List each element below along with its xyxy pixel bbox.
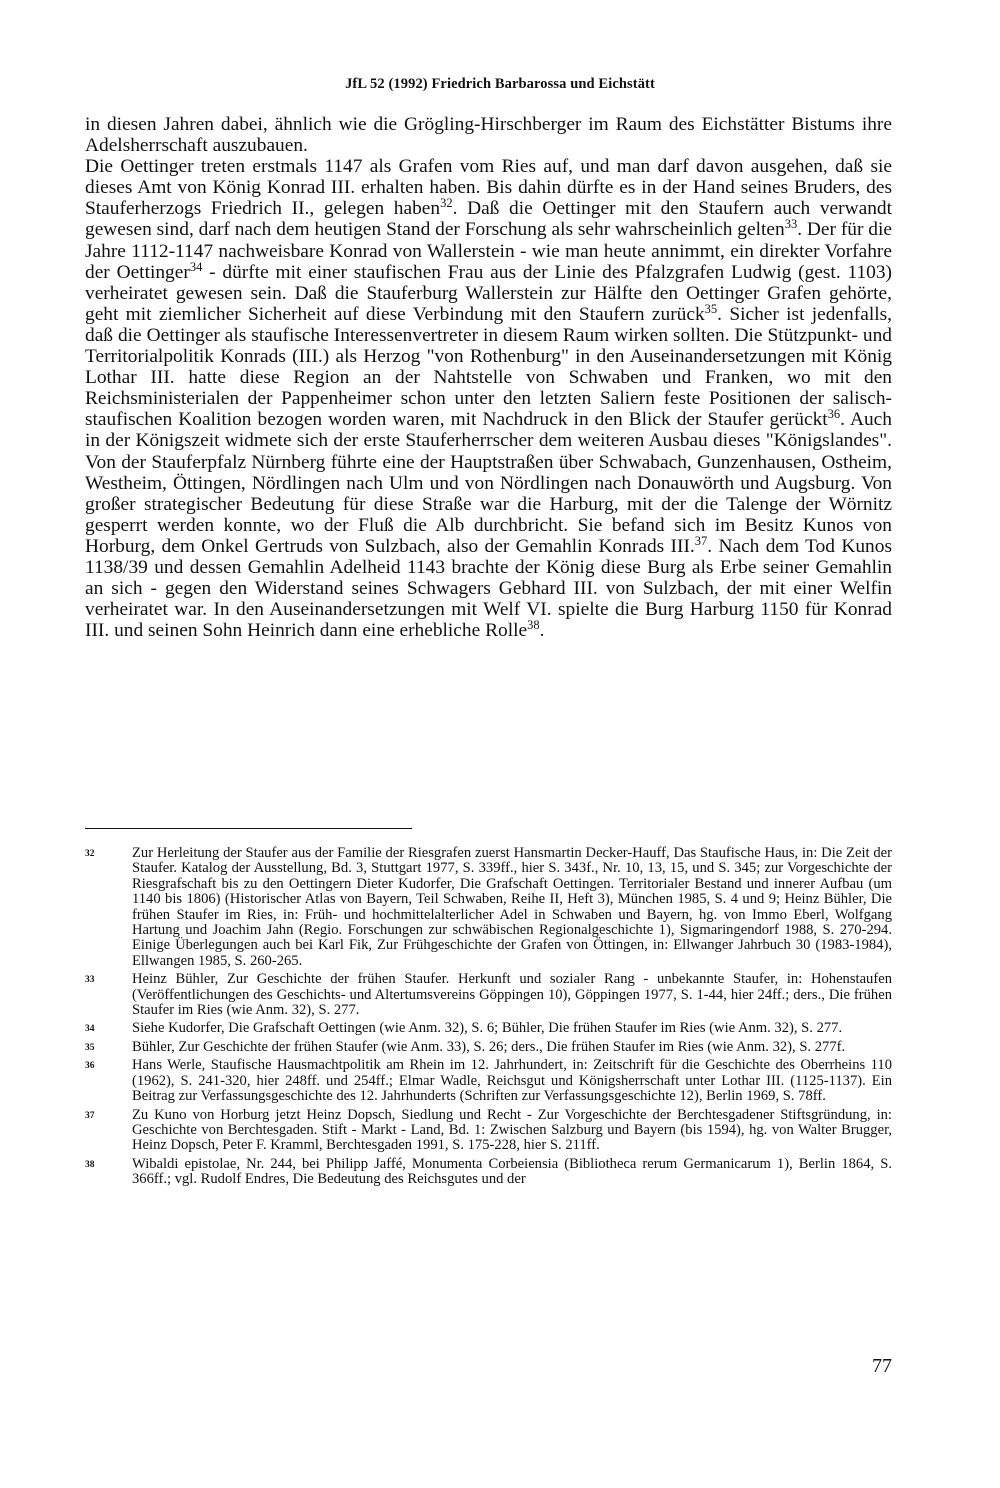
footnote-ref: 34 <box>189 259 203 274</box>
footnote <box>85 1108 892 1154</box>
text-run: . <box>539 620 545 642</box>
running-head: JfL 52 (1992) Friedrich Barbarossa und Eichstätt <box>345 76 655 92</box>
footnote-text: Siehe Kudorfer, Die Grafschaft Oettingen (wie Anm. 32), S. 6; Bühler, Die frühen Staufer im Ries (wie Anm. 32), S. 277. <box>132 1020 843 1037</box>
footnote-ref: 38 <box>527 618 540 633</box>
footnote <box>85 1021 892 1036</box>
text-run: in diesen Jahren dabei, ähnlich wie die Grögling-Hirschberger im Raum des Eichstätter Bistums ihre Adelsherrschaft auszubauen. <box>85 114 892 157</box>
text-run: . Nach dem Tod Kunos 1138/39 und dessen Gemahlin Adelheid 1143 brachte der König diese Burg als Erbe seiner Gemahlin an sich - gegen den Widerstand seines Schwagers Gebhard III. von Sulzbach, der mit einer Welfin verheiratet war. In den Auseinandersetzungen mit Welf VI. spielte die Burg Harburg 1150 für Konrad III. und seinen Sohn Heinrich dann eine erhebliche Rolle <box>85 535 892 642</box>
footnote <box>85 1040 892 1055</box>
footnote-ref: 35 <box>704 301 718 316</box>
footnotes <box>85 846 892 1191</box>
footnote <box>85 1058 892 1104</box>
footnote-text: Hans Werle, Staufische Hausmachtpolitik am Rhein im 12. Jahrhundert, in: Zeitschrift für die Geschichte des Oberrheins 110 (1962), S. 241-320, hier 248ff. und 254ff.; Elmar Wadle, Reichsgut und Königsherrschaft unter Lothar III. (1125-1137). Ein Beitrag zur Verfassungsgeschichte des 12. Jahrhunderts (Schriften zur Verfassungsgeschichte 12), Berlin 1969, S. 78ff. <box>132 1057 892 1105</box>
footnote-ref: 32 <box>440 196 453 211</box>
footnote-text: Bühler, Zur Geschichte der frühen Staufer (wie Anm. 33), S. 26; ders., Die frühen Staufer im Ries (wie Anm. 32), S. 277f. <box>132 1038 846 1055</box>
footnote-text: Zu Kuno von Horburg jetzt Heinz Dopsch, Siedlung und Recht - Zur Vorgeschichte der Berchtesgadener Stiftsgründung, in: Geschichte von Berchtesgaden. Stift - Markt - Land, Bd. 1: Zwischen Salzburg und Bayern (bis 1594), hg. von Walter Brugger, Heinz Dopsch, Peter F. Kramml, Berchtesgaden 1991, S. 175-228, hier S. 211ff. <box>132 1106 892 1154</box>
footnote <box>85 1157 892 1188</box>
text-run: . Auch in der Königszeit widmete sich der erste Stauferherrscher dem weiteren Ausbau dieses "Königslandes". Von der Stauferpfalz Nürnberg führte eine der Hauptstraßen über Schwabach, Gunzenhausen, Ostheim, Westheim, Öttingen, Nördlingen nach Ulm und von Nördlingen nach Donauwörth und Augsburg. Von großer strategischer Bedeutung für diese Straße war die Harburg, mit der die Talenge der Wörnitz gesperrt werden konnte, wo der Fluß die Alb durchbricht. Sie befand sich im Besitz Kunos von Horburg, dem Onkel Gertruds von Sulzbach, also der Gemahlin Konrads III. <box>85 409 892 557</box>
text-run: . Sicher ist jedenfalls, daß die Oettinger als staufische Interessenvertreter in diesem Raum wirken sollten. Die Stützpunkt- und Territorialpolitik Konrads (III.) als Herzog "von Rothenburg" in den Auseinandersetzungen mit König Lothar III. hatte diese Region an der Nahtstelle von Schwaben und Franken, wo mit den Reichsministerialen der Pappenheimer schon unter den letzten Saliern feste Positionen der salisch-staufischen Koalition bezogen worden waren, mit Nachdruck in den Blick der Staufer gerückt <box>85 303 892 431</box>
footnote <box>85 846 892 969</box>
main-text <box>85 114 892 641</box>
footnote-ref: 36 <box>827 407 841 422</box>
text-run: - dürfte mit einer staufischen Frau aus der Linie des Pfalzgrafen Ludwig (gest. 1103) verheiratet gewesen sein. Daß die Stauferburg Wallerstein zur Hälfte den Oettinger Grafen gehörte, geht mit ziemlicher Sicherheit auf diese Verbindung mit den Staufern zurück <box>85 261 892 325</box>
footnote-number: 33 <box>85 975 95 986</box>
footnote-number: 36 <box>85 1061 95 1072</box>
footnote-text: Heinz Bühler, Zur Geschichte der frühen Staufer. Herkunft und sozialer Rang - unbekannte Staufer, in: Hohenstaufen (Veröffentlichungen des Geschichts- und Altertumsvereins Göppingen 10), Göppingen 1977, S. 1-44, hier 24ff.; ders., Die frühen Staufer im Ries (wie Anm. 32), S. 277. <box>132 971 892 1019</box>
footnote-ref: 33 <box>784 217 798 232</box>
paragraph <box>85 156 892 641</box>
text-run: . Daß die Oettinger mit den Staufern auch verwandt gewesen sind, darf nach dem heutigen Stand der Forschung als sehr wahrscheinlich gelten <box>85 198 892 241</box>
footnote-number: 37 <box>85 1110 95 1121</box>
text-run: Die Oettinger treten erstmals 1147 als Grafen vom Ries auf, und man darf davon ausgehen, daß sie dieses Amt von König Konrad III. erhalten haben. Bis dahin dürfte es in der Hand seines Bruders, des Stauferherzogs Friedrich II., gelegen haben <box>85 156 892 220</box>
footnote <box>85 972 892 1018</box>
footnote-text: Wibaldi epistolae, Nr. 244, bei Philipp Jaffé, Monumenta Corbeiensia (Bibliotheca rerum Germanicarum 1), Berlin 1864, S. 366ff.; vgl. Rudolf Endres, Die Bedeutung des Reichsgutes und der <box>132 1155 892 1188</box>
footnote-text: Zur Herleitung der Staufer aus der Familie der Riesgrafen zuerst Hansmartin Decker-Hauff, Das Staufische Haus, in: Die Zeit der Staufer. Katalog der Ausstellung, Bd. 3, Stuttgart 1977, S. 339ff., hier S. 343f., Nr. 10, 13, 15, und S. 345; zur Vorgeschichte der Riesgrafschaft bis zu den Oettingern Dieter Kudorfer, Die Grafschaft Oettingen. Territorialer Bestand und innerer Aufbau (um 1140 bis 1806) (Historischer Atlas von Bayern, Teil Schwaben, Reihe II, Heft 3), München 1985, S. 4 und 9; Heinz Bühler, Die frühen Staufer im Ries, in: Früh- und hochmittelalterlicher Adel in Schwaben und Bayern, hg. von Immo Eberl, Wolfgang Hartung und Joachim Jahn (Regio. Forschungen zur schwäbischen Regionalgeschichte 1), Sigmaringendorf 1988, S. 270-294. Einige Überlegungen auch bei Karl Fik, Zur Frühgeschichte der Grafen von Öttingen, in: Ellwanger Jahrbuch 30 (1983-1984), Ellwangen 1985, S. 260-265. <box>132 845 892 969</box>
footnote-number: 32 <box>85 849 95 859</box>
paragraph <box>85 114 892 156</box>
footnote-number: 35 <box>85 1042 95 1053</box>
page-number: 77 <box>872 1355 892 1377</box>
text-run: . Der für die Jahre 1112-1147 nachweisbare Konrad von Wallerstein - wie man heute annimmt, ein direkter Vorfahre der Oettinger <box>85 219 892 283</box>
footnote-number: 34 <box>85 1024 95 1035</box>
footnote-ref: 37 <box>694 533 708 548</box>
footnote-number: 38 <box>85 1159 95 1170</box>
footnote-rule <box>85 828 412 829</box>
